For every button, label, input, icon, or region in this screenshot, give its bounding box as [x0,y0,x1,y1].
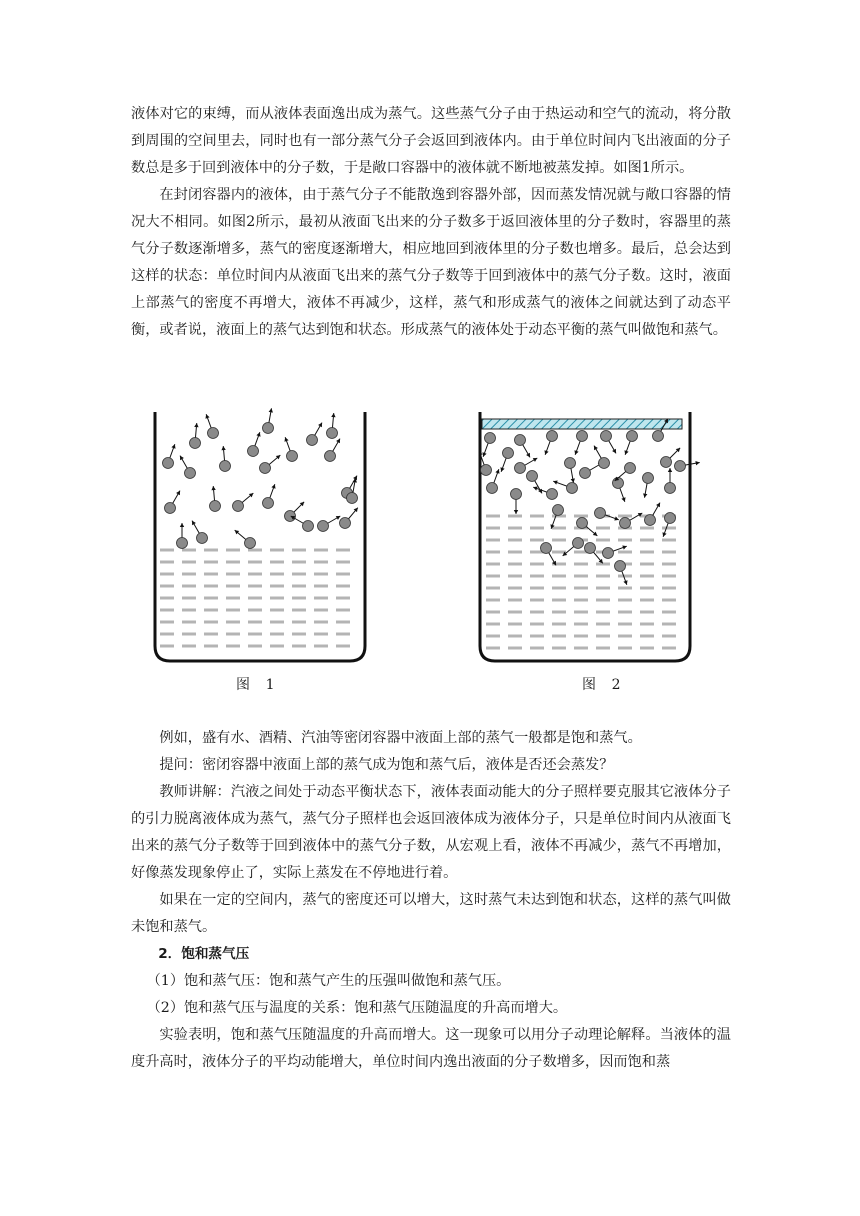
molecule [177,538,188,549]
molecule [573,538,584,549]
molecule [220,461,231,472]
container-lid [482,419,682,429]
molecule [625,463,636,474]
molecule [620,518,631,529]
molecule [340,518,351,529]
molecule [263,498,274,509]
molecule [599,458,610,469]
text-bottom [131,725,731,1076]
molecule [303,521,314,532]
molecule [547,431,558,442]
molecule [190,438,201,449]
molecule [547,489,558,500]
molecule [481,465,492,476]
paragraph-closed-container: 在封闭容器内的液体，由于蒸气分子不能散逸到容器外部，因而蒸发情况就与敞口容器的情况大不相同。如图2所示，最初从液面飞出来的分子数多于返回液体里的分子数时，容器里的蒸气分子数逐渐增多，蒸气的密度逐渐增大，相应地回到液体里的分子数也增多。最后，总会达到这样的状态：单位时间内从液面飞出来的蒸气分子数等于回到液体中的蒸气分子数。这时，液面上部蒸气的密度不再增大，液体不再减少，这样，蒸气和形成蒸气的液体之间就达到了动态平衡，或者说，液面上的蒸气达到饱和状态。形成蒸气的液体处于动态平衡的蒸气叫做饱和蒸气。 [131,187,731,338]
molecule [165,503,176,514]
molecule [527,471,538,482]
molecule [208,428,219,439]
molecule [327,428,338,439]
molecule [595,508,606,519]
molecule [653,431,664,442]
vapor-molecules [478,419,699,585]
list-item-2: （2）饱和蒸气压与温度的关系：饱和蒸气压随温度的升高而增大。 [146,1000,568,1016]
molecule [233,501,244,512]
molecule [661,457,672,468]
molecule [580,468,591,479]
molecule [603,548,614,559]
molecule [487,483,498,494]
text-top [131,101,731,344]
molecule [285,511,296,522]
list-item-1: （1）饱和蒸气压：饱和蒸气产生的压强叫做饱和蒸气压。 [146,973,511,989]
paragraph-continuation: 液体对它的束缚，而从液体表面逸出成为蒸气。这些蒸气分子由于热运动和空气的流动，将分散到周围的空间里去，同时也有一部分蒸气分子会返回到液体内。由于单位时间内飞出液面的分子数总是多于回到液体中的分子数，于是敞口容器中的液体就不断地被蒸发掉。如图1所示。 [131,106,731,176]
molecule [577,518,588,529]
molecule [553,505,564,516]
paragraph-example: 例如，盛有水、酒精、汽油等密闭容器中液面上部的蒸气一般都是饱和蒸气。 [159,730,642,746]
molecule [325,451,336,462]
liquid-dashes [486,516,676,648]
paragraph-question: 提问：密闭容器中液面上部的蒸气成为饱和蒸气后，液体是否还会蒸发？ [159,757,614,773]
paragraph-unsaturated: 如果在一定的空间内，蒸气的密度还可以增大，这时蒸气未达到饱和状态，这样的蒸气叫做未饱和蒸气。 [131,892,731,935]
section-heading: 2．饱和蒸气压 [158,946,250,962]
molecule [318,521,329,532]
paragraph-conclusion: 实验表明，饱和蒸气压随温度的升高而增大。这一现象可以用分子动理论解释。当液体的温度升高时，液体分子的平均动能增大，单位时间内逸出液面的分子数增多，因而饱和蒸 [131,1027,731,1070]
molecule [665,513,676,524]
molecule [511,489,522,500]
molecule [675,461,686,472]
molecule [263,423,274,434]
molecule [210,501,221,512]
figure-2-caption: 图 2 [582,677,627,693]
molecule [347,493,358,504]
molecule [307,435,318,446]
molecule [627,431,638,442]
figure-1-caption: 图 1 [236,677,281,693]
molecule [577,431,588,442]
figure-1-open-container [140,398,380,668]
liquid-dashes [160,550,350,646]
molecule [565,458,576,469]
molecule [185,468,196,479]
figures [140,398,720,708]
molecule [515,463,526,474]
molecule [197,533,208,544]
vapor-molecules [163,408,358,548]
molecule [585,543,596,554]
molecule [287,451,298,462]
molecule [515,435,526,446]
molecule [245,538,256,549]
molecule [567,483,578,494]
molecule [645,515,656,526]
molecule [163,458,174,469]
molecule [503,448,514,459]
molecule [601,431,612,442]
molecule [615,561,626,572]
molecule [260,463,271,474]
molecule [643,473,654,484]
molecule [248,446,259,457]
molecule [541,543,552,554]
paragraph-explanation: 教师讲解：汽液之间处于动态平衡状态下，液体表面动能大的分子照样要克服其它液体分子的引力脱离液体成为蒸气，蒸气分子照样也会返回液体成为液体分子，只是单位时间内从液面飞出来的蒸气分子数等于回到液体中的蒸气分子数，从宏观上看，液体不再减少，蒸气不再增加，好像蒸发现象停止了，实际上蒸发在不停地进行着。 [131,784,731,881]
figure-2-closed-container [470,398,710,668]
molecule [665,483,676,494]
molecule [485,433,496,444]
